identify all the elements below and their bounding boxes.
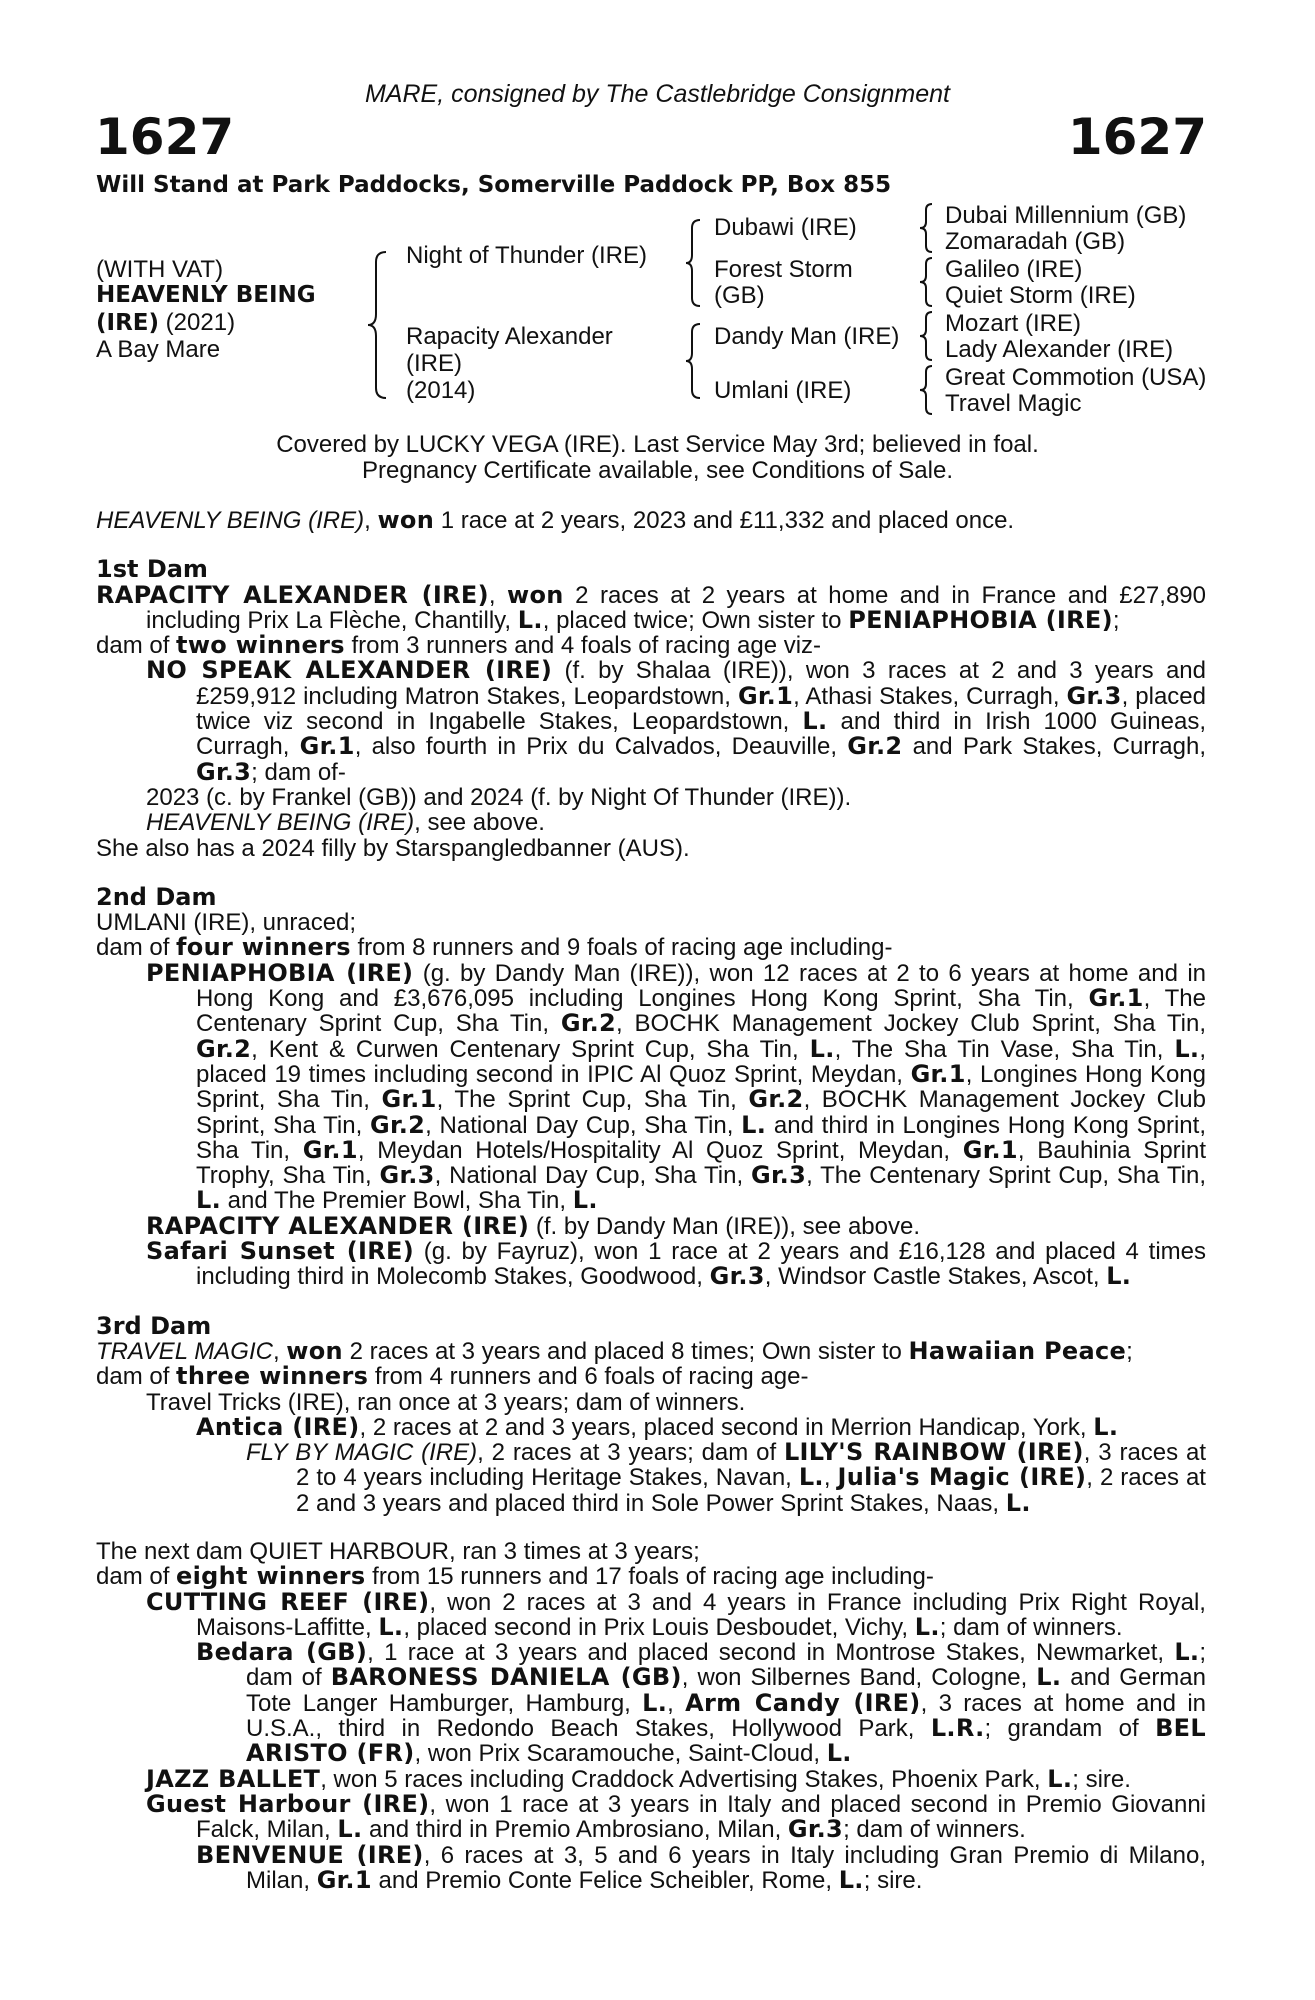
dam3-progeny-1: Travel Tricks (IRE), ran once at 3 years; dam of winners. [146, 1388, 746, 1416]
dam1-progeny-1-produce: 2023 (c. by Frankel (GB)) and 2024 (f. by Night Of Thunder (IRE)). [146, 783, 852, 811]
progeny-text: ; dam of [246, 1639, 1207, 1692]
dam1-produce-summary [96, 633, 1206, 658]
summary-line: HEAVENLY BEING (IRE), won 1 race at 2 years, 2023 and £11,332 and placed once. [96, 506, 1015, 534]
progeny-name: Antica (IRE) [196, 1412, 360, 1441]
sire-dam-line1: Forest Storm [714, 256, 853, 283]
dam-dam: Umlani (IRE) [714, 377, 852, 404]
catalogue-body [96, 508, 1206, 1893]
grade: Gr.3 [196, 757, 252, 786]
progeny-text: , The Sprint Cup, Sha Tin, [436, 1086, 749, 1114]
nextdam-progeny-3 [96, 1789, 1206, 1844]
dam3-produce-summary [96, 1364, 1206, 1389]
dam3-heading: 3rd Dam [96, 1311, 212, 1340]
brace-dd [918, 364, 934, 416]
horse-suffix: (IRE) [96, 310, 160, 336]
grade: L. [196, 1186, 222, 1215]
grade: Gr.1 [737, 681, 794, 710]
grade: Gr.1 [962, 1135, 1018, 1164]
nextdam-grandprogeny-2 [96, 1840, 1207, 1894]
sire-sire-dam: Zomaradah (GB) [945, 228, 1126, 255]
grade: Gr.3 [1066, 681, 1122, 710]
dam-sire-sire: Mozart (IRE) [945, 310, 1082, 337]
grade: L. [826, 1739, 852, 1768]
stand-location: Will Stand at Park Paddocks, Somerville Paddock PP, Box 855 [96, 172, 892, 198]
progeny-text: ; dam of- [251, 758, 346, 786]
grade: L. [378, 1612, 404, 1641]
grade: L. [798, 1463, 824, 1492]
progeny-text: ; grandam of [984, 1715, 1156, 1743]
dam3-text: ; [1126, 1337, 1133, 1365]
sire-dam-sire: Galileo (IRE) [945, 256, 1083, 283]
dam1-name: RAPACITY ALEXANDER (IRE) [96, 580, 489, 609]
progeny-text: and third in Longines Hong Kong Sprint, Sha Tin, [196, 1111, 1206, 1164]
dam1-also: She also has a 2024 filly by Starspangledbanner (AUS). [96, 834, 690, 862]
progeny-text: , won Silbernes Band, Cologne, [681, 1664, 1037, 1692]
covered-line1: Covered by LUCKY VEGA (IRE). Last Service May 3rd; believed in foal. [276, 431, 1039, 458]
grade: L. [1106, 1262, 1132, 1291]
dam1-damof-rest: from 3 runners and 4 foals of racing age viz- [344, 632, 822, 660]
progeny-text: , placed twice viz second in Ingabelle Stakes, Leopardstown, [196, 682, 1206, 736]
brace-ss [918, 202, 934, 254]
dam2-heading: 2nd Dam [96, 882, 217, 911]
dam-line1: Rapacity Alexander [406, 323, 613, 350]
grade: Gr.1 [381, 1085, 437, 1114]
grade: L.R. [930, 1714, 985, 1743]
progeny-text: , The Sha Tin Vase, Sha Tin, [834, 1035, 1175, 1063]
dam1-sister: PENIAPHOBIA (IRE) [848, 605, 1113, 634]
progeny-text: ; dam of winners. [939, 1613, 1123, 1641]
progeny-text: , Kent & Curwen Centenary Sprint Cup, Sha Tin, [251, 1035, 810, 1063]
progeny-name: LILY'S RAINBOW (IRE) [783, 1438, 1084, 1467]
progeny-text: , Windsor Castle Stakes, Ascot, [764, 1263, 1107, 1291]
dam1-grade: L. [517, 605, 543, 634]
dam3-won: won [286, 1336, 343, 1365]
grade: L. [642, 1688, 668, 1717]
dam-dam-dam: Travel Magic [945, 390, 1082, 417]
dam2-winners: four winners [176, 933, 351, 962]
covered-line2: Pregnancy Certificate available, see Conditions of Sale. [362, 457, 953, 484]
grade: L. [1174, 1034, 1200, 1063]
dam3-grandprogeny-2 [96, 1440, 1206, 1516]
dam-line2: (IRE) [406, 350, 462, 377]
dam1-record: RAPACITY ALEXANDER (IRE), won 2 races at 2 years at home and in France and £27,890 including Prix La Flèche, Chantilly, L., placed twice; Own sister to PENIAPHOBIA (IRE); [96, 580, 1206, 634]
progeny-text: , won Prix Scaramouche, Saint-Cloud, [414, 1740, 827, 1768]
progeny-text: and third in Premio Ambrosiano, Milan, [362, 1816, 788, 1844]
dam-dam-sire: Great Commotion (USA) [945, 364, 1207, 391]
horse-foaled [96, 309, 235, 337]
progeny-name: NO SPEAK ALEXANDER (IRE) [146, 656, 553, 685]
dam2-produce-summary [96, 935, 1206, 960]
progeny-name: PENIAPHOBIA (IRE) [146, 958, 414, 987]
progeny-text: (g. by Fayruz), won 1 race at 2 years and £16,128 and placed 4 times including third in Molecomb Stakes, Goodwood, [196, 1238, 1207, 1291]
sire-dam-line2: (GB) [714, 282, 765, 309]
progeny-text: , won 5 races including Craddock Advertising Stakes, Phoenix Park, [320, 1765, 1048, 1793]
vat-note: (WITH VAT) [96, 256, 224, 283]
grade: Gr.1 [316, 1865, 372, 1894]
progeny-text: , National Day Cup, Sha Tin, [425, 1111, 742, 1139]
progeny-text: , Meydan Hotels/Hospitality Al Quoz Sprint, Meydan, [357, 1136, 963, 1164]
dam1-won: won [507, 580, 564, 609]
dam2-damof: dam of [96, 934, 177, 962]
summary-rest: 1 race at 2 years, 2023 and £11,332 and placed once. [434, 507, 1015, 534]
nextdam-damof: dam of [96, 1563, 177, 1591]
progeny-text: (f. by Dandy Man (IRE)), see above. [529, 1212, 921, 1240]
progeny-text: , 1 race at 3 years and placed second in Montrose Stakes, Newmarket, [367, 1639, 1175, 1667]
dam1-text3: ; [1112, 606, 1120, 634]
dam3-damof: dam of [96, 1363, 177, 1391]
dam3-grandprogeny-1 [96, 1412, 1206, 1441]
progeny-name: JAZZ BALLET [146, 1764, 321, 1793]
summary-won: won [377, 506, 435, 534]
horse-name: HEAVENLY BEING [96, 282, 316, 308]
consignor-line: MARE, consigned by The Castlebridge Consignment [364, 80, 951, 108]
brace-dam [684, 322, 702, 400]
grade: Gr.3 [709, 1262, 765, 1291]
progeny-text: and German Tote Langer Hamburger, Hamburg, [246, 1664, 1206, 1717]
dam1-text1: 2 races at 2 years at home and in France and £27,890 including Prix La Flèche, Chantilly, [146, 581, 1206, 634]
grade: Gr.2 [748, 1085, 804, 1114]
progeny-text: , Bauhinia Sprint Trophy, Sha Tin, [196, 1136, 1207, 1190]
grade: L. [1093, 1412, 1119, 1441]
nextdam-winners: eight winners [176, 1562, 366, 1591]
grade: Gr.1 [1088, 984, 1144, 1013]
progeny-text: , 2 races at 2 and 3 years, placed second in Merrion Handicap, York, [359, 1413, 1094, 1441]
sire-sire: Dubawi (IRE) [714, 214, 857, 241]
progeny-name: Guest Harbour (IRE) [146, 1789, 430, 1818]
dam-sire-dam: Lady Alexander (IRE) [945, 336, 1174, 363]
dam-line3: (2014) [406, 377, 476, 404]
dam1-winners: two winners [176, 631, 345, 660]
progeny-name: Julia's Magic (IRE) [837, 1463, 1087, 1492]
progeny-text: , won 1 race at 3 years in Italy and placed second in Premio Giovanni Falck, Milan, [196, 1790, 1206, 1844]
progeny-text: , [667, 1689, 686, 1717]
progeny-text: , 3 races at 2 to 4 years including Heritage Stakes, Navan, [296, 1439, 1207, 1492]
dam-sire: Dandy Man (IRE) [714, 323, 900, 350]
dam2-record: UMLANI (IRE), unraced; [96, 909, 357, 937]
progeny-name: Arm Candy (IRE) [685, 1688, 921, 1717]
grade: Gr.1 [299, 732, 355, 761]
lot-number-right: 1627 [1067, 108, 1207, 166]
summary-horse: HEAVENLY BEING (IRE) [96, 507, 365, 534]
dam2-progeny-2 [96, 1211, 1206, 1240]
progeny-name: Safari Sunset (IRE) [146, 1237, 414, 1266]
dam1-heading: 1st Dam [96, 555, 208, 584]
nextdam-damof-rest: from 15 runners and 17 foals of racing age including- [365, 1563, 934, 1591]
grade: Gr.3 [787, 1815, 844, 1844]
progeny-text: , also fourth in Prix du Calvados, Deauville, [354, 733, 848, 761]
progeny-text: , placed 19 times including second in IPIC Al Quoz Sprint, Meydan, [196, 1035, 1207, 1088]
brace-ds [918, 310, 934, 362]
progeny-name: Bedara (GB) [196, 1638, 368, 1667]
progeny-text: (g. by Dandy Man (IRE)), won 12 races at 2 to 6 years at home and in Hong Kong and £3,676,095 including Longines Hong Kong Sprint, Sha Tin, [196, 959, 1206, 1013]
horse-year: (2021) [159, 309, 236, 336]
dam3-text: 2 races at 3 years and placed 8 times; Own sister to [342, 1337, 909, 1365]
progeny-text: , The Centenary Sprint Cup, Sha Tin, [196, 985, 1206, 1038]
progeny-name: HEAVENLY BEING (IRE) [146, 809, 415, 837]
grade: Gr.3 [379, 1161, 435, 1190]
progeny-text: , National Day Cup, Sha Tin, [434, 1162, 751, 1190]
progeny-text: and Park Stakes, Curragh, [902, 733, 1206, 761]
grade: L. [741, 1110, 767, 1139]
dam3-winners: three winners [176, 1362, 369, 1391]
sire: Night of Thunder (IRE) [406, 242, 647, 269]
grade: L. [802, 707, 828, 736]
progeny-text: and third in Irish 1000 Guineas, Curragh, [196, 708, 1207, 761]
grade: Gr.1 [302, 1135, 358, 1164]
dam3-name: TRAVEL MAGIC [96, 1337, 273, 1365]
dam2-progeny-1 [96, 958, 1207, 1215]
progeny-text: , placed second in Prix Louis Desboudet, Vichy, [403, 1613, 915, 1641]
progeny-text: , 2 races at 2 and 3 years and placed third in Sole Power Sprint Stakes, Naas, [296, 1464, 1206, 1517]
nextdam-grandprogeny-1 [96, 1640, 1206, 1766]
dam3-record [96, 1336, 1206, 1365]
progeny-text: , BOCHK Management Jockey Club Sprint, Sha Tin, [616, 1010, 1206, 1038]
progeny-text: ; sire. [863, 1866, 923, 1894]
progeny-text: , 6 races at 3, 5 and 6 years in Italy including Gran Premio di Milano, Milan, [246, 1841, 1207, 1894]
lot-number-left: 1627 [95, 108, 235, 166]
progeny-text: , Athasi Stakes, Curragh, [793, 682, 1067, 710]
dam1-damof: dam of [96, 632, 177, 660]
dam1-progeny-2 [96, 810, 1206, 835]
grade: Gr.3 [750, 1161, 807, 1190]
progeny-name: BENVENUE (IRE) [196, 1840, 424, 1869]
grade: Gr.2 [370, 1110, 426, 1139]
grade: L. [572, 1186, 598, 1215]
covered-note [0, 432, 1315, 484]
dam3-sep: , [272, 1337, 287, 1365]
progeny-text: , The Centenary Sprint Cup, Sha Tin, [806, 1162, 1207, 1190]
progeny-text: ; dam of winners. [843, 1816, 1026, 1844]
nextdam-record: The next dam QUIET HARBOUR, ran 3 times at 3 years; [96, 1537, 700, 1565]
grade: L. [1005, 1488, 1031, 1517]
grade: L. [1047, 1764, 1073, 1793]
progeny-text: , 2 races at 3 years; dam of [477, 1439, 784, 1467]
grade: Gr.2 [560, 1009, 616, 1038]
grade: Gr.1 [910, 1059, 966, 1088]
dam3-damof-rest: from 4 runners and 6 foals of racing age- [368, 1363, 809, 1391]
grade: L. [1174, 1638, 1200, 1667]
dam2-damof-rest: from 8 runners and 9 foals of racing age including- [350, 934, 893, 962]
nextdam-progeny-1 [96, 1587, 1206, 1641]
dam2-progeny-3 [96, 1239, 1206, 1290]
progeny-text: ; sire. [1072, 1765, 1131, 1793]
grade: L. [337, 1815, 363, 1844]
sire-dam-dam: Quiet Storm (IRE) [945, 282, 1136, 309]
progeny-text: , see above. [414, 809, 545, 837]
progeny-text: , won 2 races at 3 and 4 years in France including Prix Right Royal, Maisons-Laffitte, [196, 1588, 1206, 1641]
progeny-text: and The Premier Bowl, Sha Tin, [221, 1187, 573, 1215]
dam1-progeny-1 [96, 658, 1206, 784]
sire-sire-sire: Dubai Millennium (GB) [945, 202, 1187, 229]
progeny-text: , [823, 1464, 838, 1492]
dam1-text2: , placed twice; Own sister to [542, 606, 849, 634]
progeny-text: (f. by Shalaa (IRE)), won 3 races at 2 and 3 years and £259,912 including Matron Stakes, Leopardstown, [196, 657, 1206, 710]
grade: L. [838, 1865, 864, 1894]
nextdam-progeny-2 [96, 1764, 1206, 1793]
brace-sire [684, 218, 702, 308]
progeny-text: , Longines Hong Kong Sprint, Sha Tin, [196, 1060, 1206, 1114]
section-gap [96, 1516, 1206, 1539]
progeny-name: BARONESS DANIELA (GB) [330, 1663, 682, 1692]
brace-gen1 [366, 250, 388, 400]
progeny-name: CUTTING REEF (IRE) [146, 1587, 430, 1616]
grade: Gr.2 [196, 1034, 252, 1063]
brace-sd [918, 256, 934, 308]
progeny-name: BEL ARISTO (FR) [246, 1714, 1206, 1768]
grade: L. [914, 1612, 940, 1641]
grade: L. [1036, 1663, 1062, 1692]
horse-description: A Bay Mare [96, 336, 221, 363]
progeny-text: , 3 races at home and in U.S.A., third in Redondo Beach Stakes, Hollywood Park, [246, 1689, 1206, 1743]
grade: Gr.2 [847, 732, 903, 761]
dam3-sister: Hawaiian Peace [908, 1336, 1127, 1365]
progeny-name: RAPACITY ALEXANDER (IRE) [146, 1211, 530, 1240]
progeny-text: , BOCHK Management Jockey Club Sprint, Sha Tin, [196, 1086, 1207, 1139]
nextdam-produce-summary [96, 1564, 1206, 1589]
progeny-name: FLY BY MAGIC (IRE) [246, 1439, 478, 1467]
progeny-text: and Premio Conte Felice Scheibler, Rome, [371, 1866, 839, 1894]
grade: L. [809, 1034, 835, 1063]
